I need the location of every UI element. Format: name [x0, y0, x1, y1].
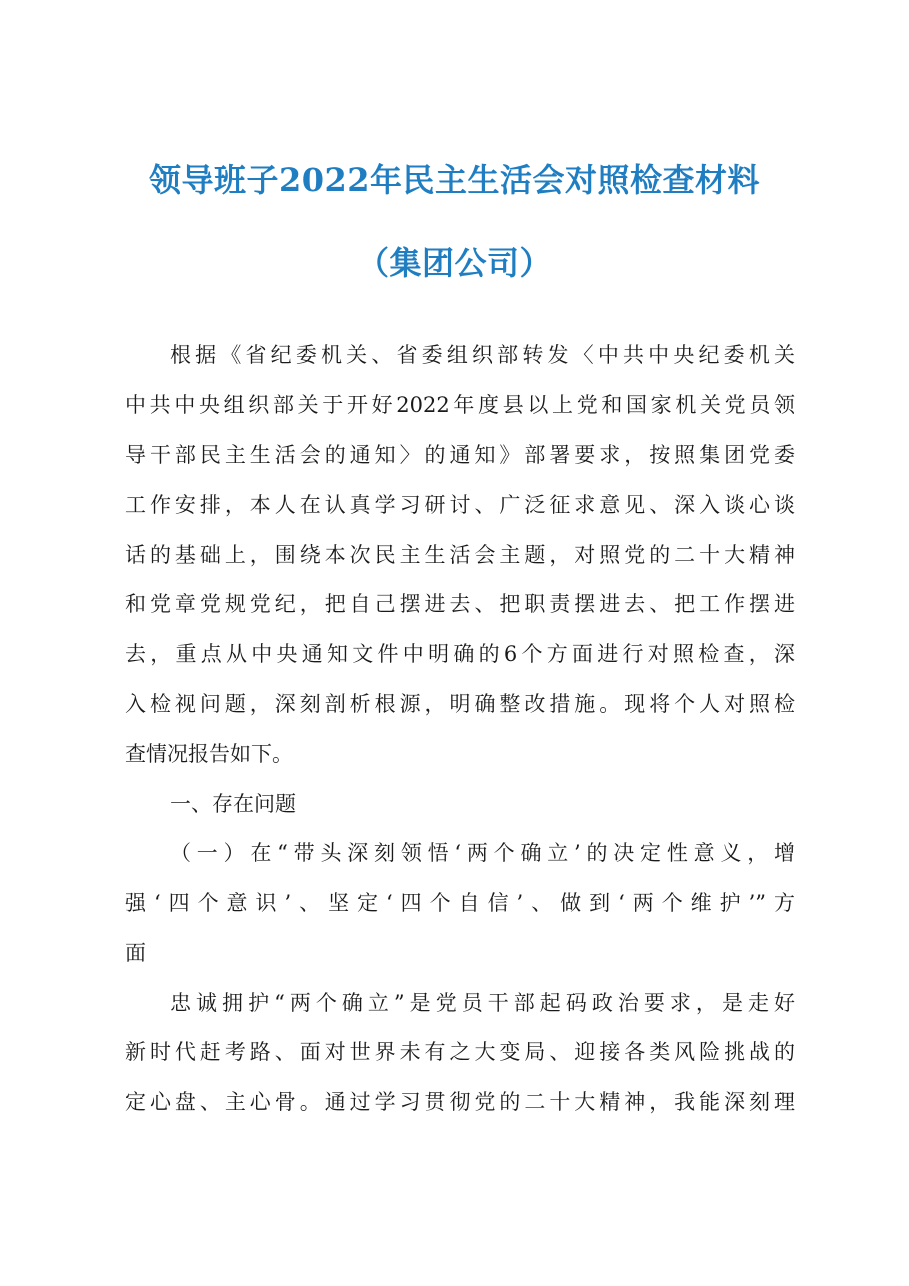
paragraph-line: 话的基础上，围绕本次民主生活会主题，对照党的二十大精神 — [125, 543, 795, 567]
subsection-heading-line: （一）在“带头深刻领悟‘两个确立’的决定性意义，增 — [170, 841, 795, 865]
section-heading: 一、存在问题 — [170, 792, 296, 816]
paragraph-line: 去，重点从中央通知文件中明确的6个方面进行对照检查，深 — [125, 642, 795, 666]
subsection-heading-line: 面 — [125, 941, 146, 965]
subsection-heading-line: 强‘四个意识’、坚定‘四个自信’、做到‘两个维护’”方 — [125, 891, 795, 915]
paragraph-line: 中共中央组织部关于开好2022年度县以上党和国家机关党员领 — [125, 393, 795, 417]
paragraph-line: 和党章党规党纪，把自己摆进去、把职责摆进去、把工作摆进 — [125, 592, 795, 616]
paragraph-line: 工作安排，本人在认真学习研讨、广泛征求意见、深入谈心谈 — [125, 493, 795, 517]
document-title: 领导班子2022年民主生活会对照检查材料 — [148, 161, 761, 199]
paragraph-line: 导干部民主生活会的通知〉的通知》部署要求，按照集团党委 — [125, 443, 795, 467]
paragraph-line: 定心盘、主心骨。通过学习贯彻党的二十大精神，我能深刻理 — [125, 1090, 795, 1114]
paragraph-line: 新时代赶考路、面对世界未有之大变局、迎接各类风险挑战的 — [125, 1040, 795, 1064]
paragraph-line: 忠诚拥护“两个确立”是党员干部起码政治要求，是走好 — [170, 991, 795, 1015]
document-subtitle: （集团公司） — [356, 244, 552, 282]
paragraph-line: 入检视问题，深刻剖析根源，明确整改措施。现将个人对照检 — [125, 692, 795, 716]
paragraph-line: 根据《省纪委机关、省委组织部转发〈中共中央纪委机关 — [170, 343, 795, 367]
paragraph-line: 查情况报告如下。 — [125, 742, 293, 766]
